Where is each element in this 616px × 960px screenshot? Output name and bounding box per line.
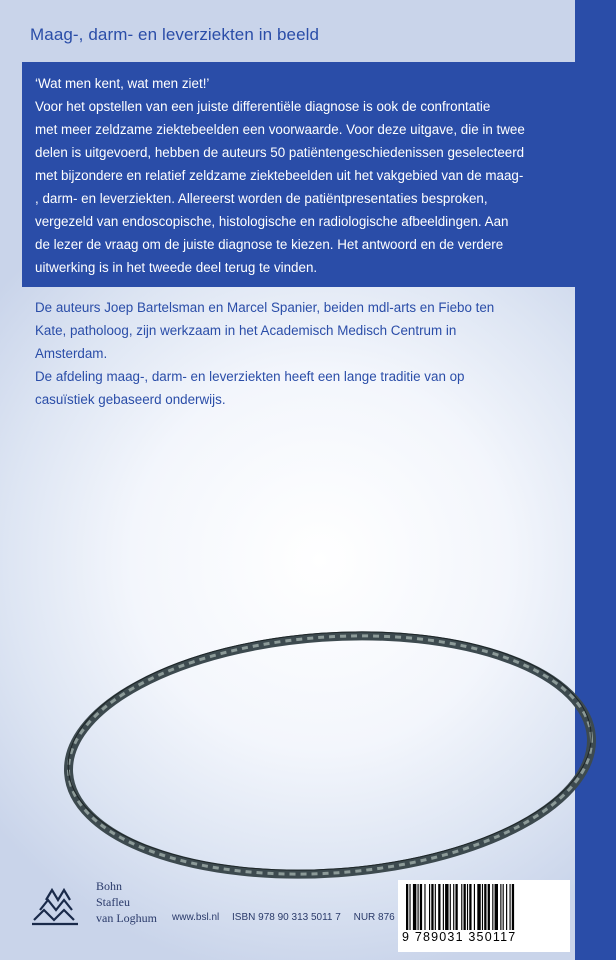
barcode-bars bbox=[406, 884, 562, 930]
barcode-bar bbox=[488, 884, 490, 930]
barcode-bar bbox=[431, 884, 433, 930]
nur-code: NUR 876 bbox=[353, 912, 395, 923]
barcode-bar bbox=[424, 884, 425, 930]
publisher-website: www.bsl.nl bbox=[172, 912, 220, 923]
barcode-bar bbox=[477, 884, 480, 930]
publisher-name bbox=[96, 878, 157, 926]
barcode-bar bbox=[461, 884, 462, 930]
barcode-bar bbox=[503, 884, 504, 930]
barcode-bar bbox=[420, 884, 422, 930]
barcode-bar bbox=[474, 884, 475, 930]
barcode-bar bbox=[443, 884, 444, 930]
blurb-line: de lezer de vraag om de juiste diagnose te kiezen. Het antwoord en de verdere bbox=[35, 237, 504, 252]
barcode-bar bbox=[512, 884, 514, 930]
imprint-line bbox=[172, 912, 405, 923]
barcode-bar bbox=[429, 884, 430, 930]
barcode-bar bbox=[495, 884, 498, 930]
authors-line: Amsterdam. bbox=[35, 346, 108, 361]
blurb-line: met bijzondere en relatief zeldzame ziektebeelden uit het vakgebied van de maag- bbox=[35, 168, 524, 183]
barcode-bar bbox=[467, 884, 468, 930]
barcode bbox=[398, 880, 570, 952]
blurb-line: , darm- en leverziekten. Allereerst worden de patiëntpresentaties besproken, bbox=[35, 191, 488, 206]
publisher-name-line: Bohn bbox=[96, 879, 123, 893]
barcode-bar bbox=[450, 884, 451, 930]
publisher-logo-icon bbox=[30, 880, 82, 928]
barcode-bar bbox=[482, 884, 483, 930]
authors-line: De afdeling maag-, darm- en leverziekten heeft een lange traditie van op bbox=[35, 369, 465, 384]
authors-line: Kate, patholoog, zijn werkzaam in het Academisch Medisch Centrum in bbox=[35, 323, 457, 338]
barcode-bar bbox=[438, 884, 440, 930]
publisher-name-line: van Loghum bbox=[96, 911, 157, 925]
barcode-bar bbox=[409, 884, 410, 930]
blurb-line: uitwerking is in het tweede deel terug te vinden. bbox=[35, 260, 318, 275]
barcode-number: 9 789031 350117 bbox=[402, 930, 517, 944]
barcode-bar bbox=[500, 884, 501, 930]
barcode-bar bbox=[455, 884, 457, 930]
authors-line: casuïstiek gebaseerd onderwijs. bbox=[35, 392, 226, 407]
barcode-bar bbox=[464, 884, 466, 930]
blurb-line: delen is uitgevoerd, hebben de auteurs 50 patiëntengeschiedenissen geselecteerd bbox=[35, 145, 525, 160]
barcode-bar bbox=[506, 884, 507, 930]
publisher-name-line: Stafleu bbox=[96, 895, 130, 909]
barcode-bar bbox=[435, 884, 436, 930]
blurb-line: Voor het opstellen van een juiste differentiële diagnose is ook de confrontatie bbox=[35, 99, 491, 114]
barcode-bar bbox=[484, 884, 486, 930]
barcode-bar bbox=[469, 884, 471, 930]
barcode-bar bbox=[445, 884, 448, 930]
barcode-bar bbox=[453, 884, 454, 930]
blurb-line: vergezeld van endoscopische, histologische en radiologische afbeeldingen. Aan bbox=[35, 214, 509, 229]
isbn-text: ISBN 978 90 313 5011 7 bbox=[232, 912, 341, 923]
barcode-bar bbox=[492, 884, 493, 930]
barcode-bar bbox=[510, 884, 511, 930]
blurb-line: met meer zeldzame ziektebeelden een voorwaarde. Voor deze uitgave, die in twee bbox=[35, 122, 525, 137]
barcode-bar bbox=[413, 884, 416, 930]
blurb-line: ‘Wat men kent, wat men ziet!’ bbox=[35, 76, 210, 91]
barcode-bar bbox=[418, 884, 419, 930]
authors-line: De auteurs Joep Bartelsman en Marcel Spanier, beiden mdl-arts en Fiebo ten bbox=[35, 300, 495, 315]
book-title: Maag-, darm- en leverziekten in beeld bbox=[30, 25, 320, 44]
barcode-bar bbox=[406, 884, 408, 930]
